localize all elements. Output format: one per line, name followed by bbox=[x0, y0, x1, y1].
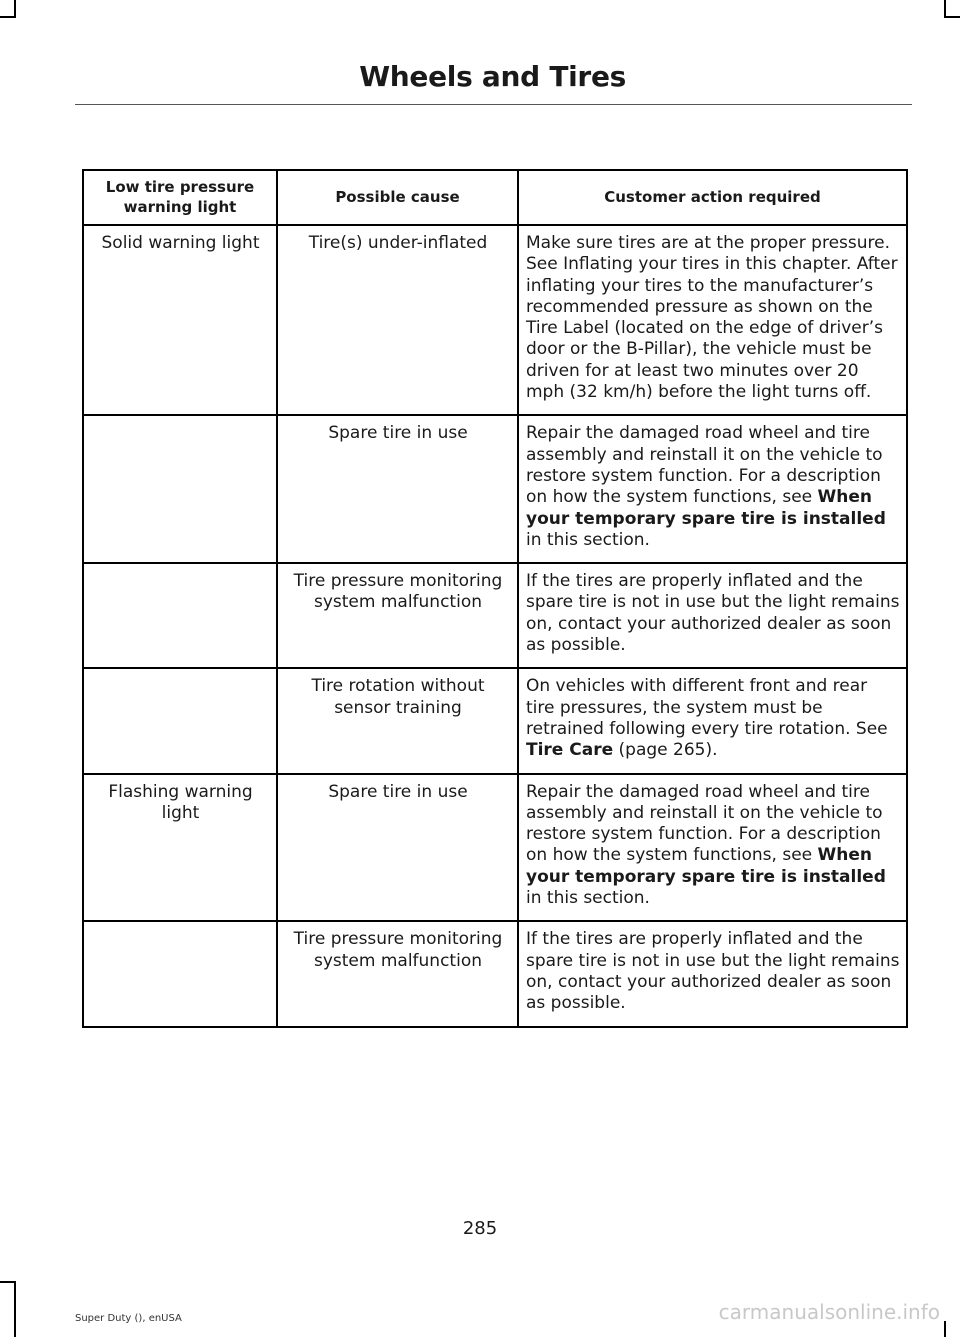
tire-pressure-table bbox=[82, 169, 908, 1028]
page-number: 285 bbox=[462, 1218, 498, 1239]
crop-mark bbox=[944, 0, 946, 16]
warning-light-cell-empty bbox=[83, 921, 277, 1026]
cause-cell: Spare tire in use bbox=[277, 415, 518, 563]
column-header-cause: Possible cause bbox=[277, 170, 518, 225]
table-row bbox=[83, 921, 907, 1026]
cause-cell: Tire(s) under-inflated bbox=[277, 225, 518, 415]
cause-cell: Tire pressure monitoring system malfunction bbox=[277, 563, 518, 668]
watermark: carmanualsonline.info bbox=[718, 1300, 940, 1324]
column-header-light: Low tire pressure warning light bbox=[83, 170, 277, 225]
cause-cell: Tire pressure monitoring system malfunction bbox=[277, 921, 518, 1026]
cross-reference-link[interactable]: When your temporary spare tire is installed bbox=[526, 845, 886, 887]
action-text: in this section. bbox=[526, 888, 650, 909]
crop-mark bbox=[0, 16, 16, 18]
section-title: Wheels and Tires bbox=[359, 60, 626, 93]
table-row bbox=[83, 415, 907, 563]
action-cell bbox=[518, 415, 907, 563]
crop-mark bbox=[14, 0, 16, 16]
action-text: in this section. bbox=[526, 529, 650, 550]
cross-reference-link[interactable]: When your temporary spare tire is installed bbox=[526, 487, 886, 529]
crop-mark bbox=[14, 1281, 16, 1337]
warning-light-cell-empty bbox=[83, 415, 277, 563]
table-row bbox=[83, 668, 907, 773]
document-id: Super Duty (), enUSA bbox=[75, 1313, 182, 1324]
cause-cell: Tire rotation without sensor training bbox=[277, 668, 518, 773]
action-cell: If the tires are properly inflated and the spare tire is not in use but the light remains on, contact your authorized dealer as soon as possible. bbox=[518, 563, 907, 668]
cause-cell: Spare tire in use bbox=[277, 774, 518, 922]
crop-mark bbox=[944, 1321, 946, 1337]
action-text: Repair the damaged road wheel and tire assembly and reinstall it on the vehicle to restore system function. For a description on how the system functions, see bbox=[526, 781, 883, 866]
table-row bbox=[83, 225, 907, 415]
table-row bbox=[83, 563, 907, 668]
warning-light-cell-empty bbox=[83, 563, 277, 668]
title-divider bbox=[75, 104, 912, 105]
table-row bbox=[83, 774, 907, 922]
action-text: On vehicles with different front and rear tire pressures, the system must be retrained following every tire rotation. See bbox=[526, 676, 888, 739]
warning-light-cell-empty bbox=[83, 668, 277, 773]
cross-reference-link[interactable]: Tire Care bbox=[526, 740, 614, 761]
table-header-row bbox=[83, 170, 907, 225]
crop-mark bbox=[944, 16, 960, 18]
column-header-action: Customer action required bbox=[518, 170, 907, 225]
action-text: Repair the damaged road wheel and tire assembly and reinstall it on the vehicle to restore system function. For a description on how the system functions, see bbox=[526, 423, 883, 508]
warning-light-cell: Flashing warning light bbox=[83, 774, 277, 922]
warning-light-cell: Solid warning light bbox=[83, 225, 277, 415]
action-cell bbox=[518, 668, 907, 773]
action-cell: If the tires are properly inflated and the spare tire is not in use but the light remains on, contact your authorized dealer as soon as possible. bbox=[518, 921, 907, 1026]
action-text: (page 265). bbox=[613, 740, 718, 761]
action-cell bbox=[518, 774, 907, 922]
action-cell: Make sure tires are at the proper pressure. See Inflating your tires in this chapter. After inflating your tires to the manufacturer’s recommended pressure as shown on the Tire Label (located on the edge of driver’s door or the B-Pillar), the vehicle must be driven for at least two minutes over 20 mph (32 km/h) before the light turns off. bbox=[518, 225, 907, 415]
